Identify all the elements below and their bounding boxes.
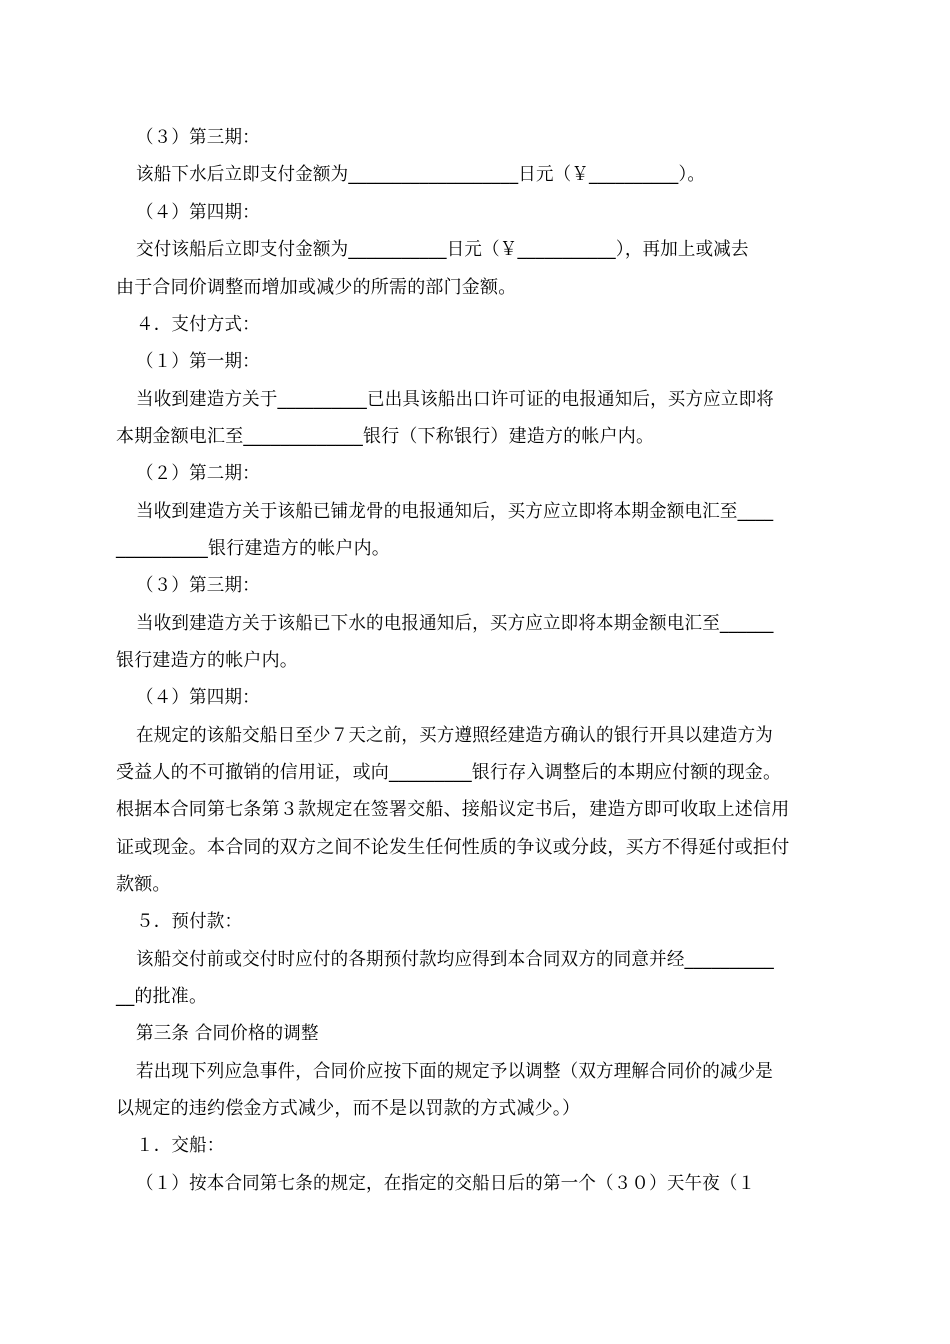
paragraph-line: 交付该船后立即支付金额为___________日元（￥___________），再加上或减去 — [136, 239, 749, 260]
paragraph-line: 款额。 — [116, 874, 171, 895]
paragraph-line: ５．预付款： — [136, 911, 243, 932]
paragraph-line: （３）第三期： — [136, 575, 260, 596]
paragraph-line: （３）第三期： — [136, 127, 260, 148]
paragraph-line: __的批准。 — [116, 986, 208, 1007]
paragraph-line: （１）按本合同第七条的规定，在指定的交船日后的第一个（３０）天午夜（１ — [136, 1173, 756, 1194]
paragraph-line: 当收到建造方关于该船已下水的电报通知后，买方应立即将本期金额电汇至______ — [136, 613, 774, 634]
paragraph-line: 该船下水后立即支付金额为___________________日元（￥__________）。 — [136, 164, 706, 185]
paragraph-line: 根据本合同第七条第３款规定在签署交船、接船议定书后，建造方即可收取上述信用 — [116, 799, 790, 820]
paragraph-line: 由于合同价调整而增加或减少的所需的部门金额。 — [116, 277, 517, 298]
paragraph-line: 本期金额电汇至_____________银行（下称银行）建造方的帐户内。 — [116, 426, 655, 447]
paragraph-line: 受益人的不可撤销的信用证，或向_________银行存入调整后的本期应付额的现金。 — [116, 762, 782, 783]
paragraph-line: （４）第四期： — [136, 202, 260, 223]
paragraph-line: （１）第一期： — [136, 351, 260, 372]
paragraph-line: 以规定的违约偿金方式减少，而不是以罚款的方式减少。） — [116, 1098, 581, 1119]
paragraph-line: __________银行建造方的帐户内。 — [116, 538, 390, 559]
paragraph-line: （２）第二期： — [136, 463, 260, 484]
paragraph-line: １．交船： — [136, 1135, 225, 1156]
section-heading: 第三条 合同价格的调整 — [136, 1023, 319, 1044]
paragraph-line: 当收到建造方关于__________已出具该船出口许可证的电报通知后，买方应立即将 — [136, 389, 774, 410]
paragraph-line: 在规定的该船交船日至少７天之前，买方遵照经建造方确认的银行开具以建造方为 — [136, 725, 773, 746]
paragraph-line: 证或现金。本合同的双方之间不论发生任何性质的争议或分歧，买方不得延付或拒付 — [116, 837, 790, 858]
paragraph-line: （４）第四期： — [136, 687, 260, 708]
paragraph-line: ４．支付方式： — [136, 314, 260, 335]
paragraph-line: 该船交付前或交付时应付的各期预付款均应得到本合同双方的同意并经__________ — [136, 949, 774, 970]
paragraph-line: 若出现下列应急事件，合同价应按下面的规定予以调整（双方理解合同价的减少是 — [136, 1061, 773, 1082]
paragraph-line: 银行建造方的帐户内。 — [116, 650, 298, 671]
paragraph-line: 当收到建造方关于该船已铺龙骨的电报通知后，买方应立即将本期金额电汇至____ — [136, 501, 774, 522]
